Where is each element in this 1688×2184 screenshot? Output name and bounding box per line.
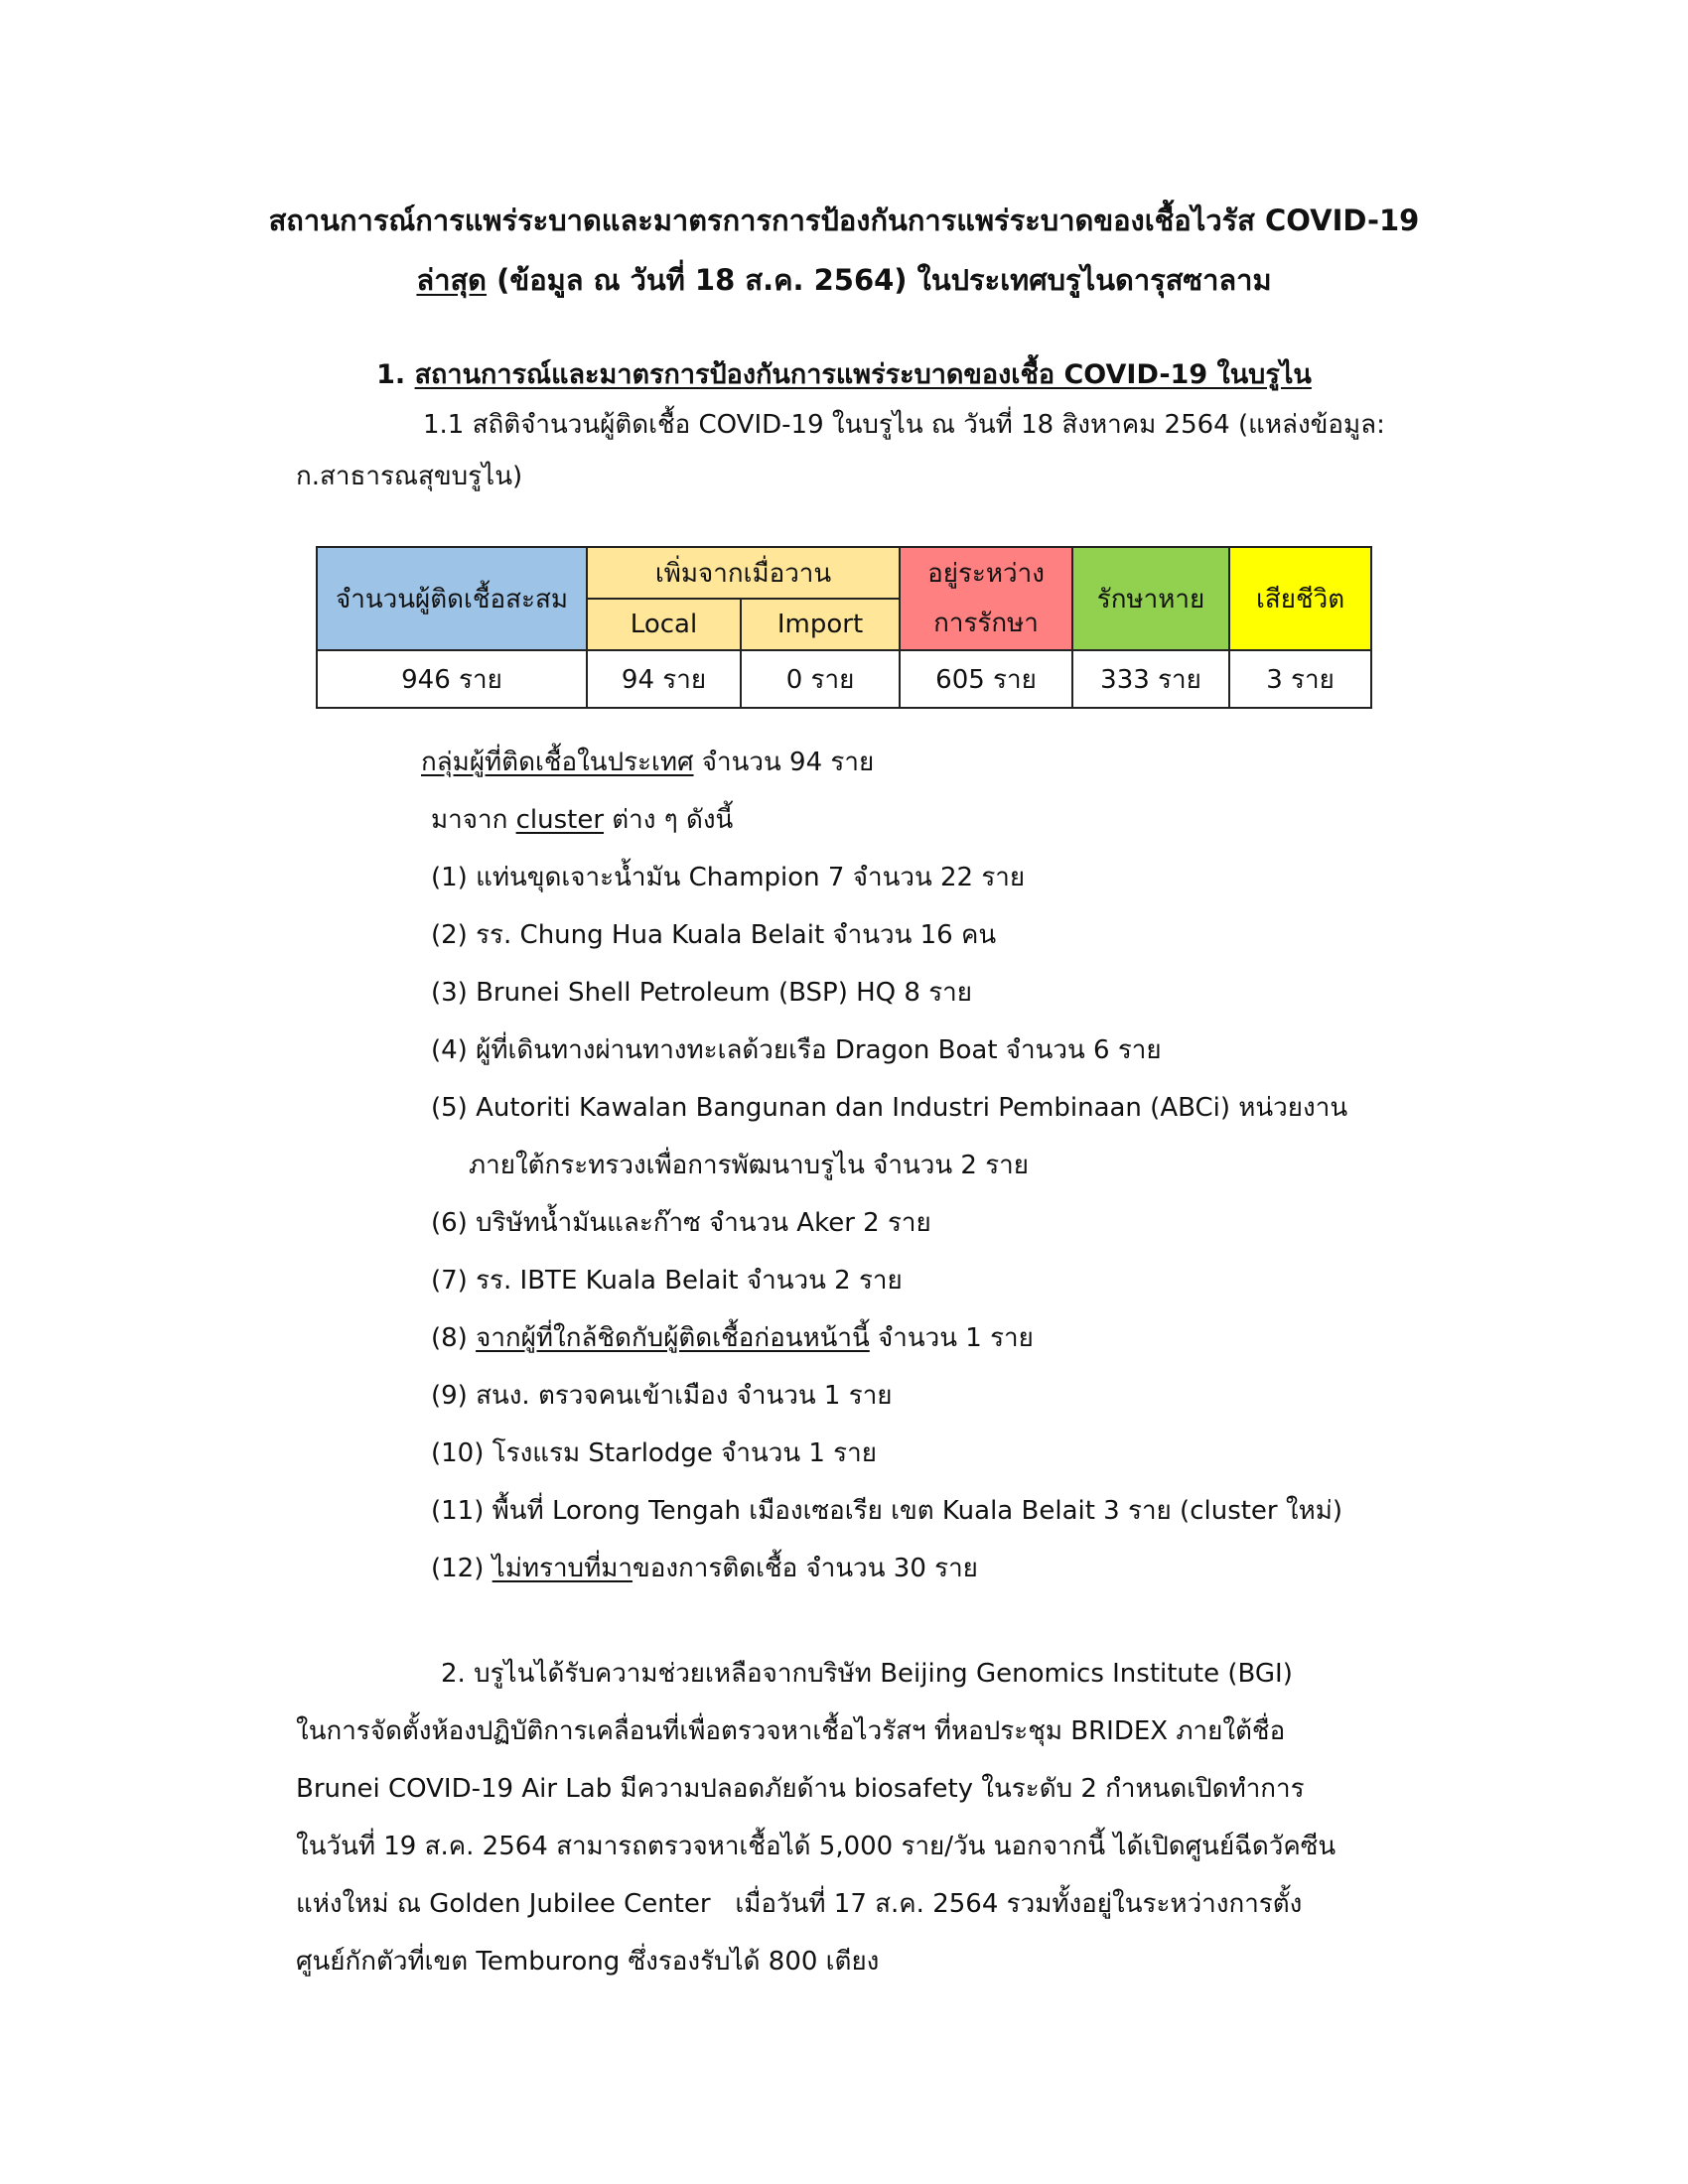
list-item [431,1549,978,1588]
list-item-8-rest: จำนวน 1 ราย [869,1323,1034,1353]
header-increase: เพิ่มจากเมื่อวาน [587,547,900,599]
value-in-treatment: 605 ราย [900,650,1072,708]
section-1-heading-text: สถานการณ์และมาตรการป้องกันการแพร่ระบาดของเชื้อ COVID-19 ในบรูไน [414,359,1312,390]
domestic-intro-cluster: cluster [515,805,605,835]
domestic-intro-before: มาจาก [431,805,516,835]
table-row [317,650,1371,708]
section-1-number: 1. [376,359,415,390]
value-cumulative: 946 ราย [317,650,587,708]
header-recovered: รักษาหาย [1072,547,1229,650]
header-cumulative: จำนวนผู้ติดเชื้อสะสม [317,547,587,650]
value-recovered: 333 ราย [1072,650,1229,708]
list-item: (11) พื้นที่ Lorong Tengah เมืองเซอเรีย เขต Kuala Belait 3 ราย (cluster ใหม่) [431,1496,1342,1526]
value-local: 94 ราย [587,650,741,708]
domestic-heading-underlined: กลุ่มผู้ที่ติดเชื้อในประเทศ [421,748,694,777]
list-item [431,1318,1034,1358]
header-in-treatment [900,547,1072,650]
list-item: (4) ผู้ที่เดินทางผ่านทางทะเลด้วยเรือ Dragon Boat จำนวน 6 ราย [431,1035,1162,1065]
section-2-line-2: ในการจัดตั้งห้องปฏิบัติการเคลื่อนที่เพื่อตรวจหาเชื้อไวรัสฯ ที่หอประชุม BRIDEX ภายใต้ชื่อ [296,1716,1286,1746]
list-item: (2) รร. Chung Hua Kuala Belait จำนวน 16 คน [431,920,997,950]
list-item: (9) สนง. ตรวจคนเข้าเมือง จำนวน 1 ราย [431,1381,893,1411]
list-item: (3) Brunei Shell Petroleum (BSP) HQ 8 ราย [431,978,973,1008]
header-local: Local [587,599,741,650]
list-item: (7) รร. IBTE Kuala Belait จำนวน 2 ราย [431,1266,903,1296]
title-underlined-word: ล่าสุด [416,263,488,297]
list-item: (6) บริษัทน้ำมันและก๊าซ จำนวน Aker 2 ราย [431,1208,931,1238]
list-item-8-underlined: จากผู้ที่ใกล้ชิดกับผู้ติดเชื้อก่อนหน้านี้ [476,1323,870,1353]
section-2-line-4: ในวันที่ 19 ส.ค. 2564 สามารถตรวจหาเชื้อได้ 5,000 ราย/วัน นอกจากนี้ ได้เปิดศูนย์ฉีดวัคซีน [296,1832,1336,1861]
document-title-line-2 [0,260,1688,300]
domestic-heading-rest: จำนวน 94 ราย [693,748,875,777]
value-import: 0 ราย [741,650,900,708]
domestic-intro [431,800,733,840]
value-deaths: 3 ราย [1229,650,1371,708]
list-item-12-prefix: (12) [431,1554,492,1583]
header-import: Import [741,599,900,650]
subsection-1-1-line-2: ก.สาธารณสุขบรูไน) [296,462,523,491]
list-item-continuation: ภายใต้กระทรวงเพื่อการพัฒนาบรูไน จำนวน 2 ราย [469,1151,1030,1180]
document-title-line-1: สถานการณ์การแพร่ระบาดและมาตรการการป้องกันการแพร่ระบาดของเชื้อไวรัส COVID-19 [268,204,1420,237]
list-item: (1) แท่นขุดเจาะน้ำมัน Champion 7 จำนวน 22 ราย [431,863,1026,892]
list-item-12-underlined: ไม่ทราบที่มา [492,1554,633,1583]
subsection-1-1-line-1: 1.1 สถิติจำนวนผู้ติดเชื้อ COVID-19 ในบรูไน ณ วันที่ 18 สิงหาคม 2564 (แหล่งข้อมูล: [423,410,1385,440]
header-in-treatment-line-2: การรักษา [933,609,1039,638]
section-2-line-3: Brunei COVID-19 Air Lab มีความปลอดภัยด้าน biosafety ในระดับ 2 กำหนดเปิดทำการ [296,1774,1305,1804]
section-2-line-1: 2. บรูไนได้รับความช่วยเหลือจากบริษัท Beijing Genomics Institute (BGI) [441,1659,1293,1689]
header-in-treatment-line-1: อยู่ระหว่าง [927,559,1045,589]
list-item: (5) Autoriti Kawalan Bangunan dan Industri Pembinaan (ABCi) หน่วยงาน [431,1093,1348,1123]
section-2-line-6: ศูนย์กักตัวที่เขต Temburong ซึ่งรองรับได้ 800 เตียง [296,1947,880,1977]
section-2-line-5: แห่งใหม่ ณ Golden Jubilee Center เมื่อวันที่ 17 ส.ค. 2564 รวมทั้งอยู่ในระหว่างการตั้ง [296,1889,1303,1919]
domestic-heading [421,743,874,782]
list-item-8-prefix: (8) [431,1323,477,1353]
title-line-2-rest: (ข้อมูล ณ วันที่ 18 ส.ค. 2564) ในประเทศบรูไนดารุสซาลาม [487,263,1272,297]
covid-stats-table [316,546,1372,709]
list-item: (10) โรงแรม Starlodge จำนวน 1 ราย [431,1438,877,1468]
domestic-intro-after: ต่าง ๆ ดังนี้ [604,805,734,835]
header-deaths: เสียชีวิต [1229,547,1371,650]
section-1-heading [0,355,1688,395]
list-item-12-rest: ของการติดเชื้อ จำนวน 30 ราย [632,1554,978,1583]
